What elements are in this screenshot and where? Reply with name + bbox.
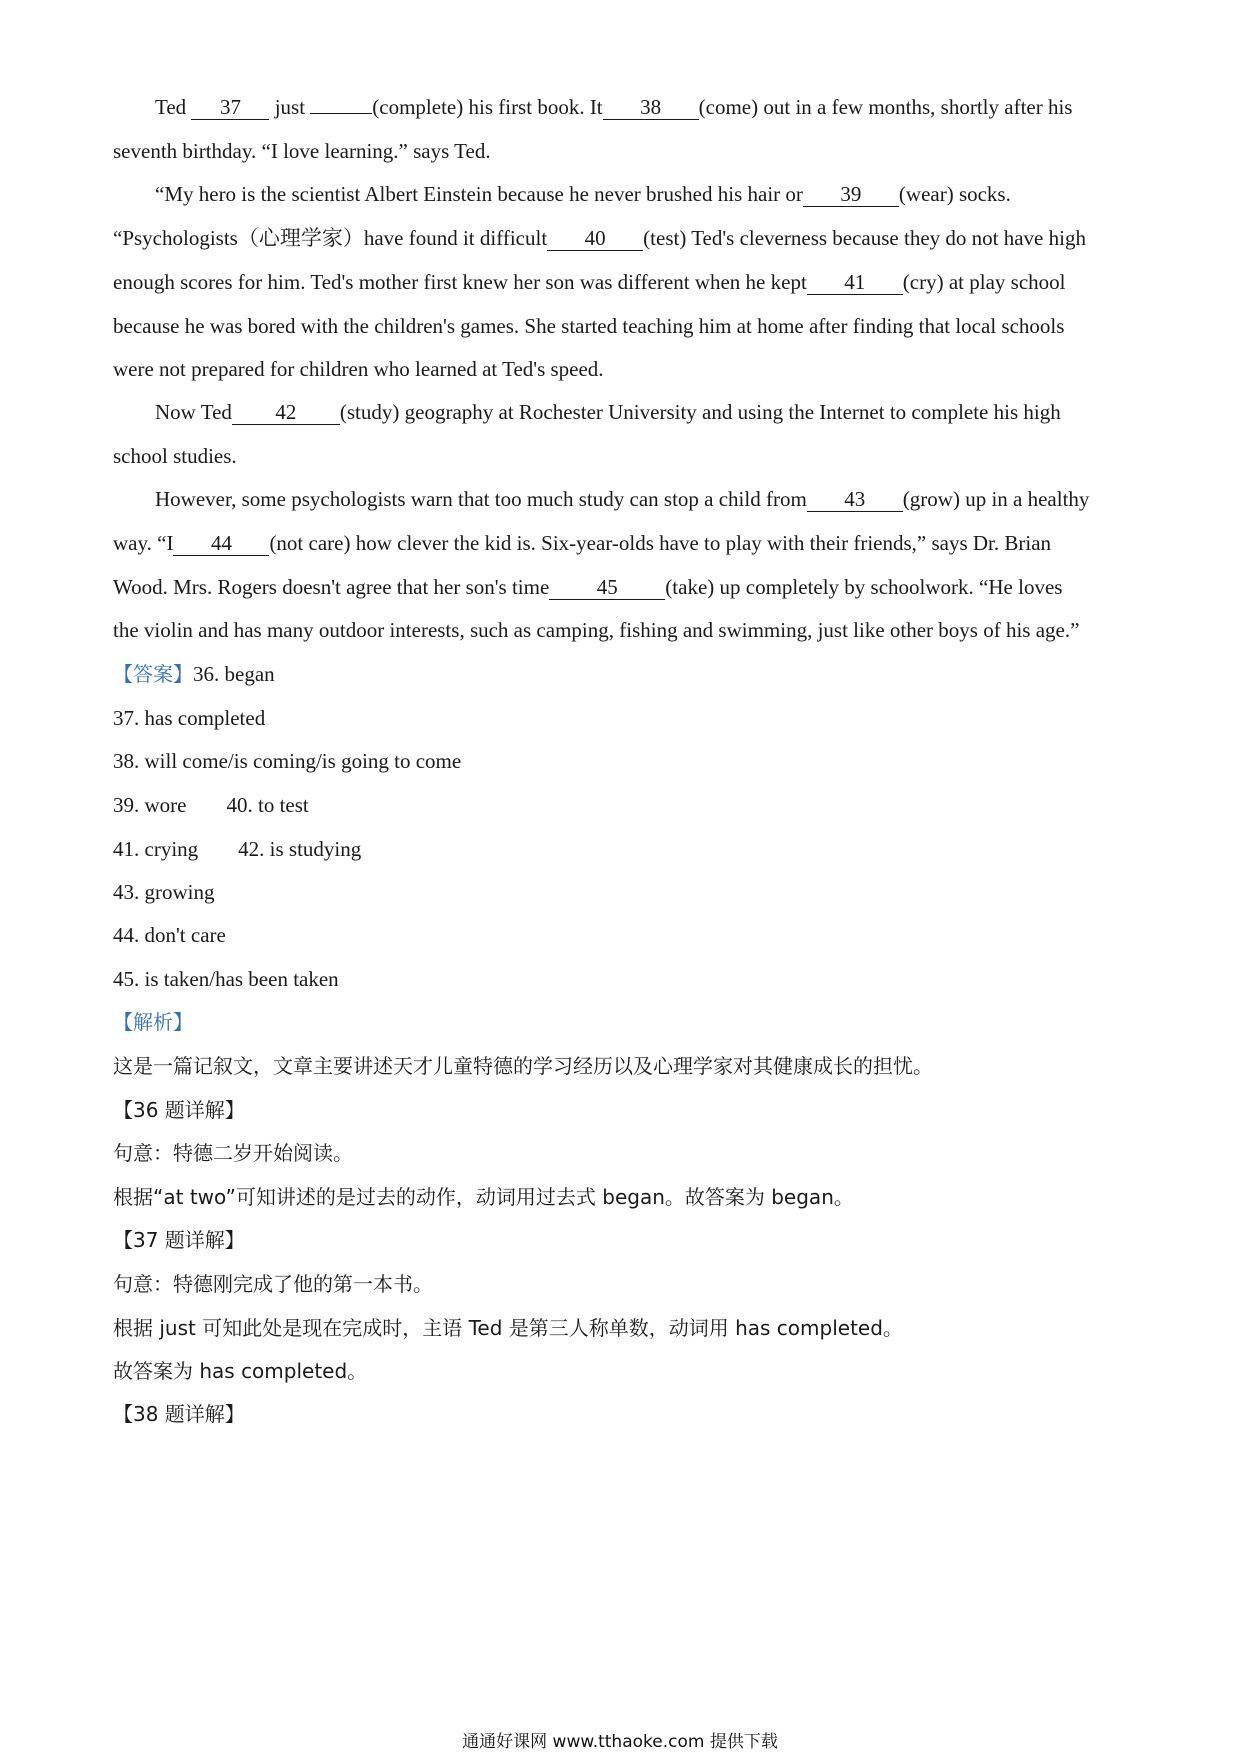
- passage-line: [113, 223, 1128, 253]
- text: “Psychologists（心理学家）have found it difficult: [113, 226, 548, 250]
- blank-45: 45: [549, 575, 665, 600]
- q37-heading: 【37 题详解】: [113, 1228, 245, 1252]
- passage-line: [113, 528, 1128, 558]
- blank-41: 41: [807, 270, 903, 295]
- text: “My hero is the scientist Albert Einstein because he never brushed his hair or: [155, 182, 803, 206]
- passage-line: [155, 179, 1128, 209]
- answer-43: 43. growing: [113, 880, 215, 904]
- text: (grow) up in a healthy: [902, 487, 1090, 511]
- answer-40: 40. to test: [226, 793, 309, 817]
- text: Wood. Mrs. Rogers doesn't agree that her son's time: [113, 575, 550, 599]
- blank-37: 37: [191, 95, 269, 120]
- blank-40: 40: [547, 226, 643, 251]
- answer-45: 45. is taken/has been taken: [113, 967, 339, 991]
- passage-line: [113, 267, 1128, 297]
- text: way. “I: [113, 531, 174, 555]
- analysis-summary: 这是一篇记叙文，文章主要讲述天才儿童特德的学习经历以及心理学家对其健康成长的担忧。: [113, 1054, 933, 1078]
- passage-line: [155, 397, 1128, 427]
- text: (test) Ted's cleverness because they do not have high: [643, 226, 1086, 250]
- answer-line: [113, 790, 1128, 820]
- text: (not care) how clever the kid is. Six-year-olds have to play with their friends,” says Dr. Brian: [269, 531, 1052, 555]
- answer-42: 42. is studying: [238, 837, 362, 861]
- text: just: [269, 95, 311, 119]
- passage-line: [155, 92, 1128, 122]
- text: (wear) socks.: [898, 182, 1011, 206]
- q36-reason: 根据“at two”可知讲述的是过去的动作，动词用过去式 began。故答案为 began。: [113, 1185, 854, 1209]
- blank-43: 43: [807, 487, 903, 512]
- q37-conclusion: 故答案为 has completed。: [113, 1359, 368, 1383]
- text: However, some psychologists warn that too much study can stop a child from: [155, 487, 807, 511]
- passage-line: school studies.: [113, 444, 237, 468]
- text: Now Ted: [155, 400, 232, 424]
- passage-line: the violin and has many outdoor interests, such as camping, fishing and swimming, just like other boys of his age.”: [113, 618, 1080, 642]
- blank-44: 44: [173, 531, 269, 556]
- q36-heading: 【36 题详解】: [113, 1098, 245, 1122]
- q37-reason: 根据 just 可知此处是现在完成时，主语 Ted 是第三人称单数，动词用 has completed。: [113, 1316, 903, 1340]
- answer-line: [113, 659, 1128, 689]
- answer-36: 36. began: [193, 662, 275, 686]
- blank-42: 42: [232, 400, 340, 425]
- answer-41: 41. crying: [113, 837, 199, 861]
- blank-39: 39: [803, 182, 899, 207]
- passage-line: were not prepared for children who learned at Ted's speed.: [113, 357, 604, 381]
- text: Ted: [155, 95, 192, 119]
- q37-meaning: 句意：特德刚完成了他的第一本书。: [113, 1272, 433, 1296]
- passage-line: seventh birthday. “I love learning.” says Ted.: [113, 139, 491, 163]
- passage-line: because he was bored with the children's games. She started teaching him at home after finding that local schools: [113, 314, 1065, 338]
- analysis-label: 【解析】: [113, 1010, 193, 1034]
- answer-label: 【答案】: [113, 662, 193, 686]
- answer-line: [113, 834, 1128, 864]
- answer-37: 37. has completed: [113, 706, 266, 730]
- text: (complete) his first book. It: [372, 95, 603, 119]
- answer-39: 39. wore: [113, 793, 187, 817]
- text: enough scores for him. Ted's mother first knew her son was different when he kept: [113, 270, 807, 294]
- passage-line: [155, 484, 1128, 514]
- passage-line: [113, 572, 1128, 602]
- text: (study) geography at Rochester University and using the Internet to complete his high: [339, 400, 1061, 424]
- answer-44: 44. don't care: [113, 923, 226, 947]
- q38-heading: 【38 题详解】: [113, 1402, 245, 1426]
- footer-source: 通通好课网 www.tthaoke.com 提供下载: [462, 1732, 778, 1752]
- blank-38: 38: [603, 95, 699, 120]
- q36-meaning: 句意：特德二岁开始阅读。: [113, 1141, 353, 1165]
- answer-38: 38. will come/is coming/is going to come: [113, 749, 462, 773]
- text: (take) up completely by schoolwork. “He loves: [665, 575, 1063, 599]
- text: (come) out in a few months, shortly after his: [698, 95, 1073, 119]
- blank-37-verb: [310, 113, 372, 114]
- text: (cry) at play school: [902, 270, 1066, 294]
